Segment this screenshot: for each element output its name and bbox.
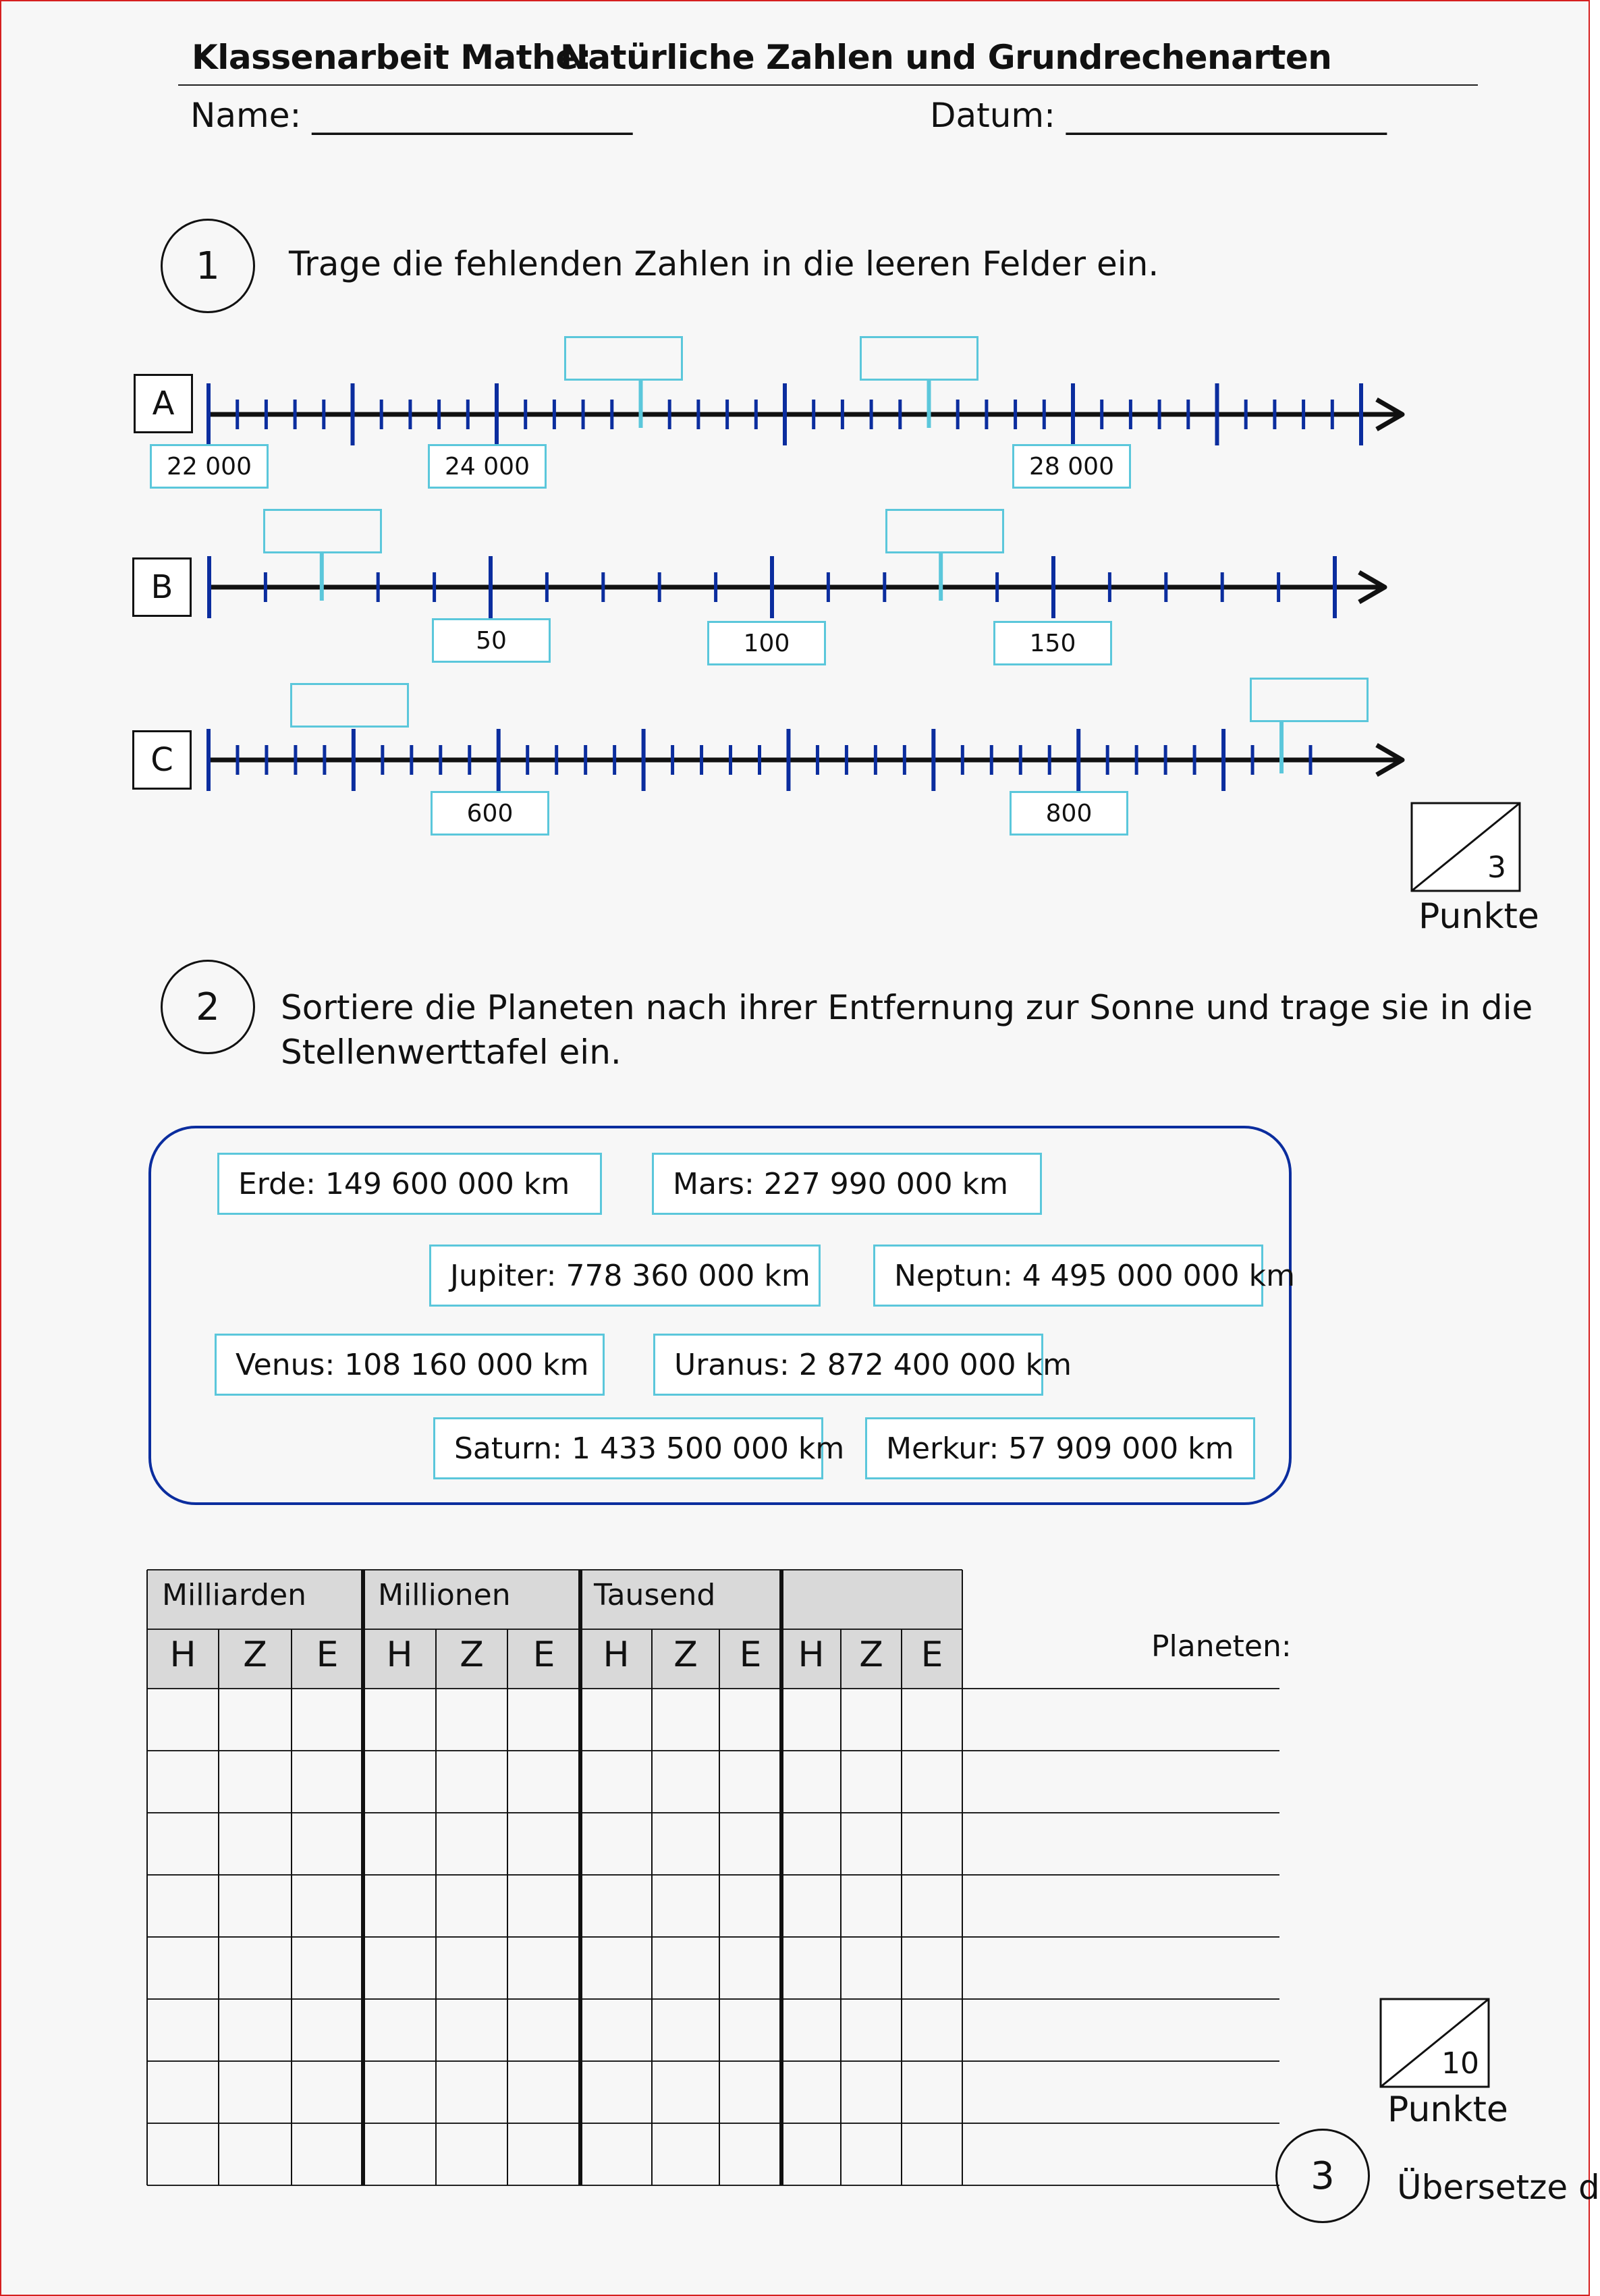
task2-instruction-line2: Stellenwerttafel ein.	[281, 1033, 622, 1072]
place-value-subheader: E	[920, 1635, 943, 1675]
task1-instruction: Trage die fehlenden Zahlen in die leeren Felder ein.	[289, 244, 1159, 283]
numberline-a-value: 28 000	[1012, 444, 1131, 489]
planet-card: Merkur: 57 909 000 km	[865, 1417, 1255, 1479]
place-value-subheader: H	[169, 1635, 196, 1675]
planet-card: Uranus: 2 872 400 000 km	[653, 1334, 1043, 1396]
task2-instruction-line1: Sortiere die Planeten nach ihrer Entfernung zur Sonne und trage sie in die	[281, 988, 1533, 1027]
place-value-subheader: Z	[673, 1635, 698, 1675]
place-value-subheader: H	[603, 1635, 630, 1675]
task3-instruction: Übersetze d	[1397, 2168, 1600, 2207]
place-value-subheader: E	[532, 1635, 555, 1675]
planets-column-label: Planeten:	[1151, 1629, 1292, 1664]
place-value-subheader: Z	[460, 1635, 484, 1675]
planet-card: Saturn: 1 433 500 000 km	[433, 1417, 823, 1479]
name-field[interactable]: Name: ___________________	[190, 96, 633, 135]
place-value-subheader: H	[798, 1635, 825, 1675]
numberline-a-value: 24 000	[428, 444, 547, 489]
task1-score-max: 3	[1487, 850, 1506, 885]
place-value-subheader: Z	[859, 1635, 883, 1675]
numberline-b-blank[interactable]	[885, 509, 1004, 553]
numberline-a-blank[interactable]	[860, 336, 978, 381]
numberline-a-blank[interactable]	[564, 336, 683, 381]
numberline-b-label: B	[132, 557, 192, 617]
place-value-subheader: E	[739, 1635, 762, 1675]
task2-score-max: 10	[1441, 2046, 1479, 2081]
numberline-c-blank[interactable]	[290, 683, 409, 728]
planet-card: Venus: 108 160 000 km	[215, 1334, 605, 1396]
numberline-b-value: 150	[993, 621, 1112, 665]
planet-card: Jupiter: 778 360 000 km	[429, 1245, 821, 1307]
planet-card: Mars: 227 990 000 km	[652, 1153, 1042, 1215]
numberline-a-label: A	[134, 374, 193, 433]
task1-score-label: Punkte	[1418, 896, 1539, 937]
task3-number: 3	[1275, 2129, 1370, 2223]
planet-card: Erde: 149 600 000 km	[217, 1153, 602, 1215]
numberline-c-value: 800	[1010, 791, 1128, 836]
numberline-b-value: 100	[707, 621, 826, 665]
group-header-billions: Milliarden	[162, 1578, 307, 1612]
place-value-subheader: Z	[243, 1635, 267, 1675]
group-header-thousands: Tausend	[594, 1578, 716, 1612]
numberline-b-value: 50	[432, 618, 551, 663]
numberline-b-blank[interactable]	[263, 509, 382, 553]
place-value-subheader: H	[386, 1635, 413, 1675]
numberline-a-value: 22 000	[150, 444, 269, 489]
task2-score-label: Punkte	[1387, 2089, 1508, 2130]
group-header-millions: Millionen	[378, 1578, 511, 1612]
numberline-c-blank[interactable]	[1250, 678, 1369, 722]
numberline-c-value: 600	[431, 791, 549, 836]
planet-card: Neptun: 4 495 000 000 km	[873, 1245, 1263, 1307]
numberline-c-label: C	[132, 730, 192, 790]
place-value-subheader: E	[316, 1635, 339, 1675]
task2-number: 2	[161, 960, 255, 1054]
task1-number: 1	[161, 219, 255, 313]
test-topic: Natürliche Zahlen und Grundrechenarten	[560, 38, 1332, 77]
test-label: Klassenarbeit Mathe:	[192, 38, 592, 77]
date-field[interactable]: Datum: ___________________	[930, 96, 1387, 135]
